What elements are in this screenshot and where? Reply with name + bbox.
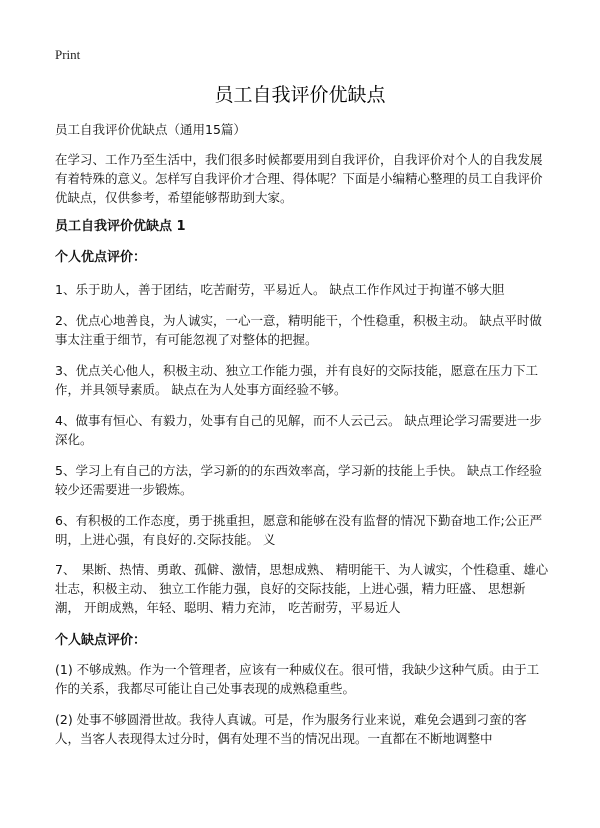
list-item: 2、优点心地善良，为人诚实，一心一意，精明能干，个性稳重，积极主动。 缺点平时做事太注重于细节，有可能忽视了对整体的把握。 <box>55 313 542 347</box>
list-item: 4、做事有恒心、有毅力，处事有自己的见解，而不人云己云。 缺点理论学习需要进一步深化。 <box>55 413 542 447</box>
list-item: (1) 不够成熟。作为一个管理者，应该有一种威仪在。很可惜，我缺少这种气质。由于工作的关系，我都尽可能让自己处事表现的成熟稳重些。 <box>55 662 540 696</box>
intro-paragraph: 在学习、工作乃至生活中，我们很多时候都要用到自我评价，自我评价对个人的自我发展有着特殊的意义。怎样写自我评价才合理、得体呢？下面是小编精心整理的员工自我评价优缺点，仅供参考，希望能够帮助到大家。 <box>55 152 543 205</box>
strengths-heading: 个人优点评价： <box>55 250 147 265</box>
list-item: 1、乐于助人，善于团结，吃苦耐劳，平易近人。 缺点工作作风过于拘谨不够大胆 <box>55 282 505 297</box>
subtitle: 员工自我评价优缺点（通用15篇） <box>55 122 246 137</box>
weaknesses-heading: 个人缺点评价： <box>55 633 147 648</box>
section-heading: 员工自我评价优缺点 1 <box>55 219 186 234</box>
list-item: 7、 果断、热情、勇敢、孤僻、激情，思想成熟、 精明能干、为人诚实，个性稳重、雄心壮志，积极主动、 独立工作能力强，良好的交际技能，上进心强，精力旺盛、 思想新潮， 开朗成熟，年轻、聪明、精力充沛， 吃苦耐劳，平易近人 <box>55 562 549 615</box>
list-item: (2) 处事不够圆滑世故。我待人真诚。可是，作为服务行业来说，难免会遇到刁蛮的客人，当客人表现得太过分时，偶有处理不当的情况出现。一直都在不断地调整中 <box>55 712 527 746</box>
list-item: 5、学习上有自己的方法，学习新的的东西效率高，学习新的技能上手快。 缺点工作经验较少还需要进一步锻炼。 <box>55 463 542 497</box>
list-item: 3、优点关心他人，积极主动、独立工作能力强，并有良好的交际技能，愿意在压力下工作，并具领导素质。 缺点在为人处事方面经验不够。 <box>55 363 538 397</box>
list-item: 6、有积极的工作态度，勇于挑重担，愿意和能够在没有监督的情况下勤奋地工作;公正严明，上进心强，有良好的.交际技能。 义 <box>55 513 543 547</box>
print-link[interactable]: Print <box>55 47 81 62</box>
page-title: 员工自我评价优缺点 <box>214 84 386 106</box>
